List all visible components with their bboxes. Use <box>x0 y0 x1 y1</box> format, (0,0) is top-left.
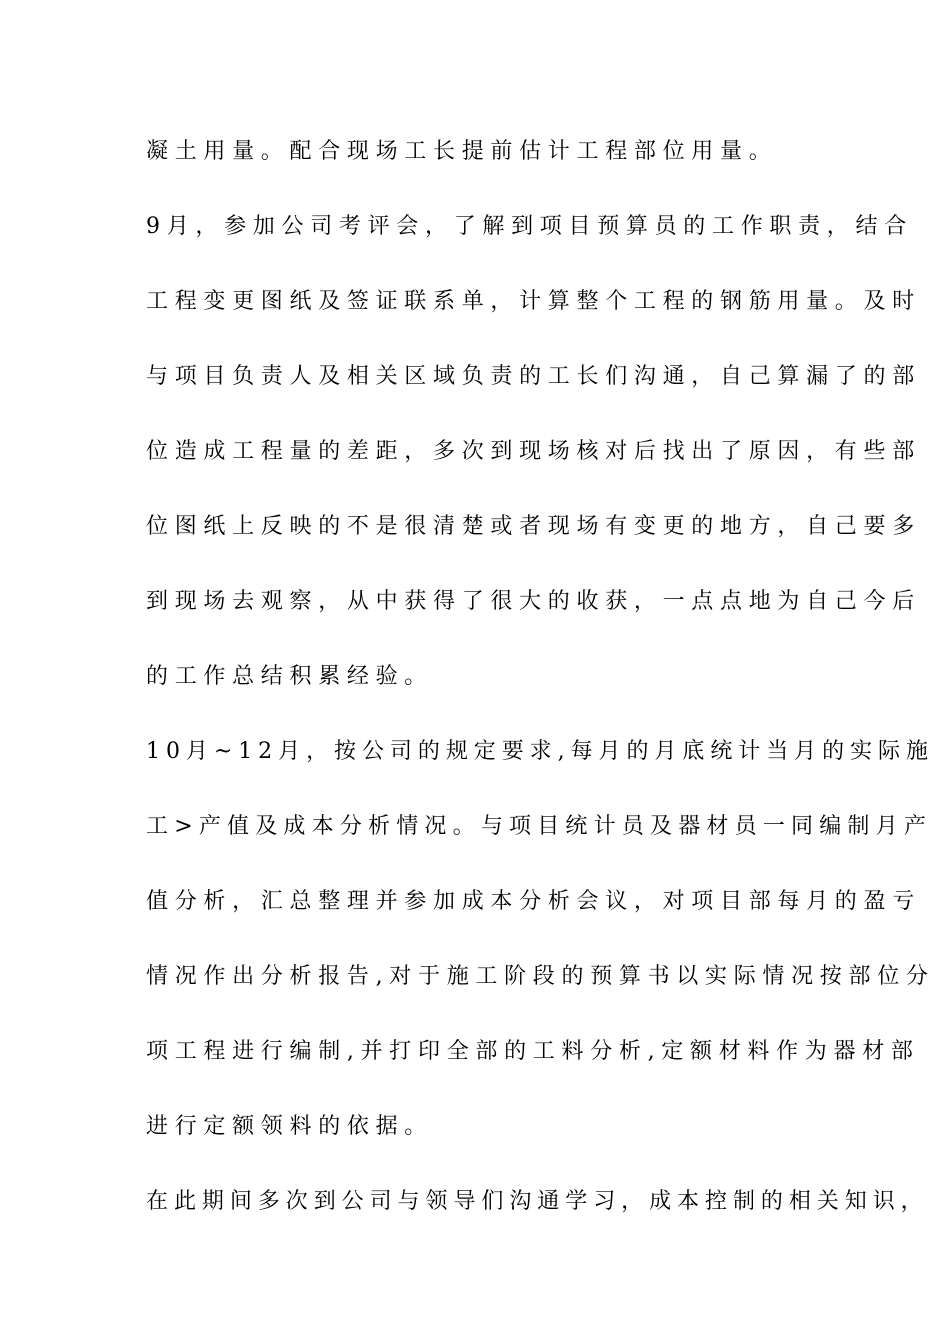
text-line: 工>产值及成本分析情况。与项目统计员及器材员一同编制月产 <box>146 814 933 839</box>
text-line: 情况作出分析报告,对于施工阶段的预算书以实际情况按部位分 <box>146 964 935 989</box>
text-line: 的工作总结积累经验。 <box>146 664 434 689</box>
text-line: 在此期间多次到公司与领导们沟通学习，成本控制的相关知识， <box>146 1189 929 1214</box>
text-line: 进行定额领料的依据。 <box>146 1114 434 1139</box>
text-line: 9月，参加公司考评会，了解到项目预算员的工作职责，结合 <box>146 214 913 239</box>
text-line: 10月~12月，按公司的规定要求,每月的月底统计当月的实际施 <box>146 739 934 764</box>
text-line: 到现场去观察，从中获得了很大的收获，一点点地为自己今后 <box>146 589 921 614</box>
text-line: 项工程进行编制,并打印全部的工料分析,定额材料作为器材部 <box>146 1039 920 1064</box>
text-line: 凝土用量。配合现场工长提前估计工程部位用量。 <box>146 139 778 164</box>
text-line: 位造成工程量的差距，多次到现场核对后找出了原因，有些部 <box>146 439 921 464</box>
text-line: 位图纸上反映的不是很清楚或者现场有变更的地方，自己要多 <box>146 514 921 539</box>
text-line: 工程变更图纸及签证联系单，计算整个工程的钢筋用量。及时 <box>146 289 921 314</box>
text-line: 与项目负责人及相关区域负责的工长们沟通，自己算漏了的部 <box>146 364 921 389</box>
text-line: 值分析，汇总整理并参加成本分析会议，对项目部每月的盈亏 <box>146 889 921 914</box>
